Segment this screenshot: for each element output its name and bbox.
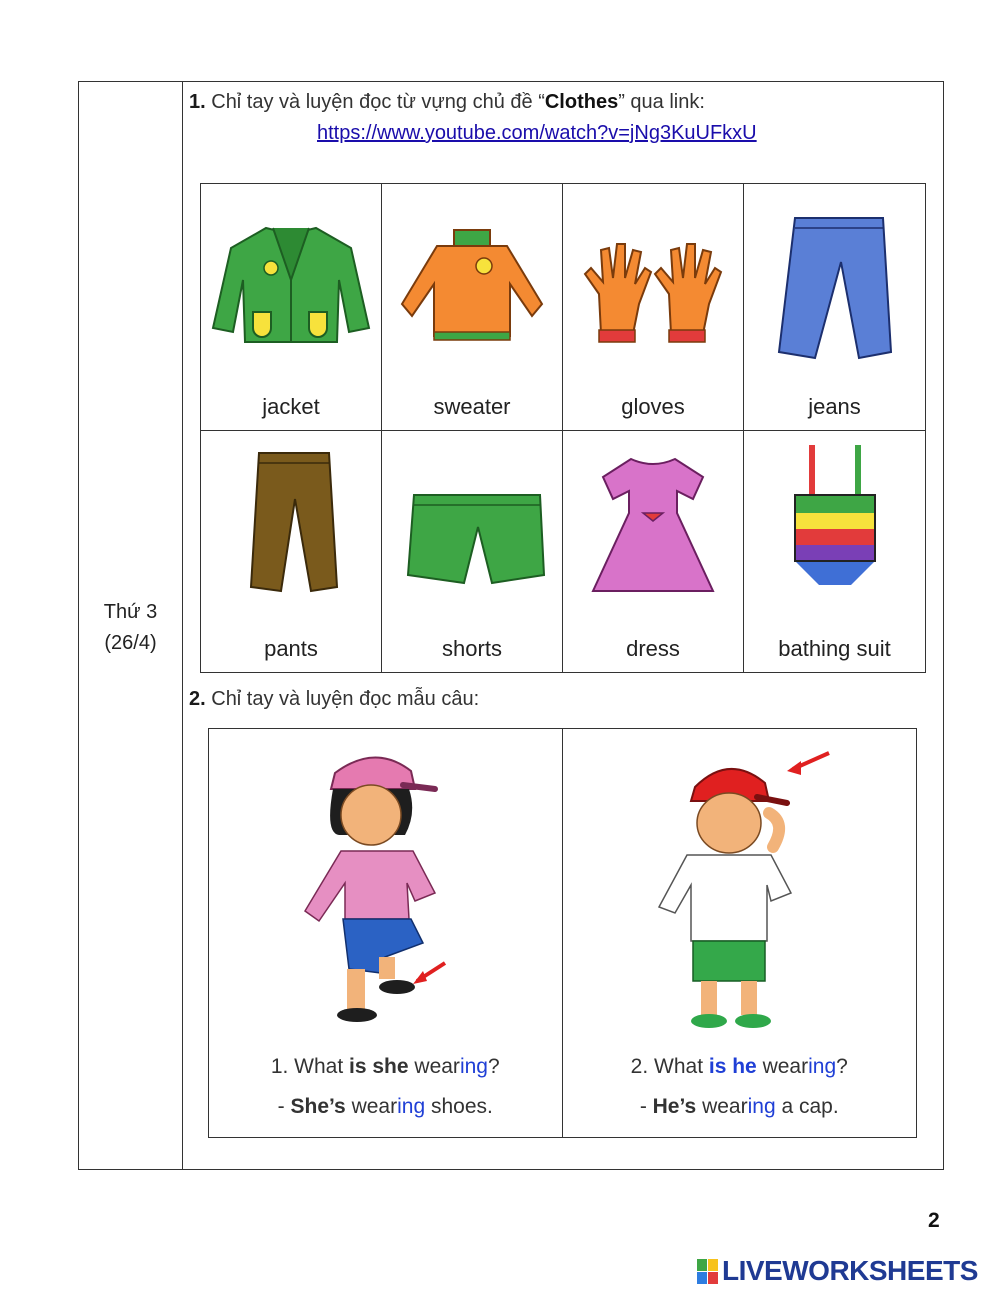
task-1-instruction [189, 91, 705, 114]
day-date: (26/4) [104, 632, 157, 654]
task-1-keyword: Clothes [544, 91, 619, 113]
boy-wearing-cap-illustration [629, 743, 849, 1033]
vocab-card [744, 431, 925, 672]
vocab-word: dress [626, 636, 680, 661]
vocab-card [201, 431, 382, 672]
answer-1: - She’s wearing shoes. [277, 1095, 493, 1118]
dress-icon [573, 451, 733, 601]
question-1: 1. What is she wearing? [270, 1055, 500, 1078]
vocab-word: pants [264, 636, 318, 661]
girl-pointing-shoes-illustration [285, 743, 485, 1033]
jacket-icon [211, 220, 371, 350]
task-1-text-end: ” qua link: [618, 91, 705, 113]
vocab-word: shorts [442, 636, 502, 661]
bathing-suit-icon [755, 441, 915, 591]
vocabulary-grid [200, 183, 926, 673]
vocab-word: jeans [808, 394, 861, 419]
sweater-icon [392, 224, 552, 354]
vocab-card [382, 184, 563, 431]
vocab-word: gloves [621, 394, 685, 419]
jeans-icon [755, 212, 915, 362]
logo-text: LIVEWORKSHEETS [722, 1255, 978, 1286]
sentence-card [563, 729, 917, 1137]
task-1-text: Chỉ tay và luyện đọc từ vựng chủ đề “ [205, 91, 545, 113]
vocab-word: sweater [433, 394, 511, 419]
answer-2: - He’s wearing a cap. [639, 1095, 839, 1118]
logo-blocks-icon [697, 1259, 718, 1284]
vocab-card [744, 184, 925, 431]
shorts-icon [392, 487, 552, 597]
vocab-card [563, 184, 744, 431]
page-number: 2 [928, 1209, 940, 1232]
liveworksheets-logo [697, 1255, 978, 1287]
column-divider [182, 82, 183, 1169]
sentence-grid [208, 728, 917, 1138]
question-2: 2. What is he wearing? [630, 1055, 848, 1078]
vocab-card [382, 431, 563, 672]
day-name: Thứ 3 [103, 601, 158, 623]
lesson-table [78, 81, 944, 1170]
vocab-word: jacket [262, 394, 320, 419]
vocab-word: bathing suit [778, 636, 891, 661]
vocab-card [201, 184, 382, 431]
gloves-icon [573, 234, 733, 364]
task-2-number: 2. [189, 688, 206, 710]
day-label [79, 597, 182, 659]
sentence-card [209, 729, 563, 1137]
vocab-card [563, 431, 744, 672]
pants-icon [211, 447, 371, 597]
youtube-link[interactable]: https://www.youtube.com/watch?v=jNg3KuUFkxU [317, 122, 757, 144]
task-1-number: 1. [189, 91, 206, 113]
task-2-instruction [189, 688, 479, 711]
task-2-text: Chỉ tay và luyện đọc mẫu câu: [205, 688, 480, 710]
